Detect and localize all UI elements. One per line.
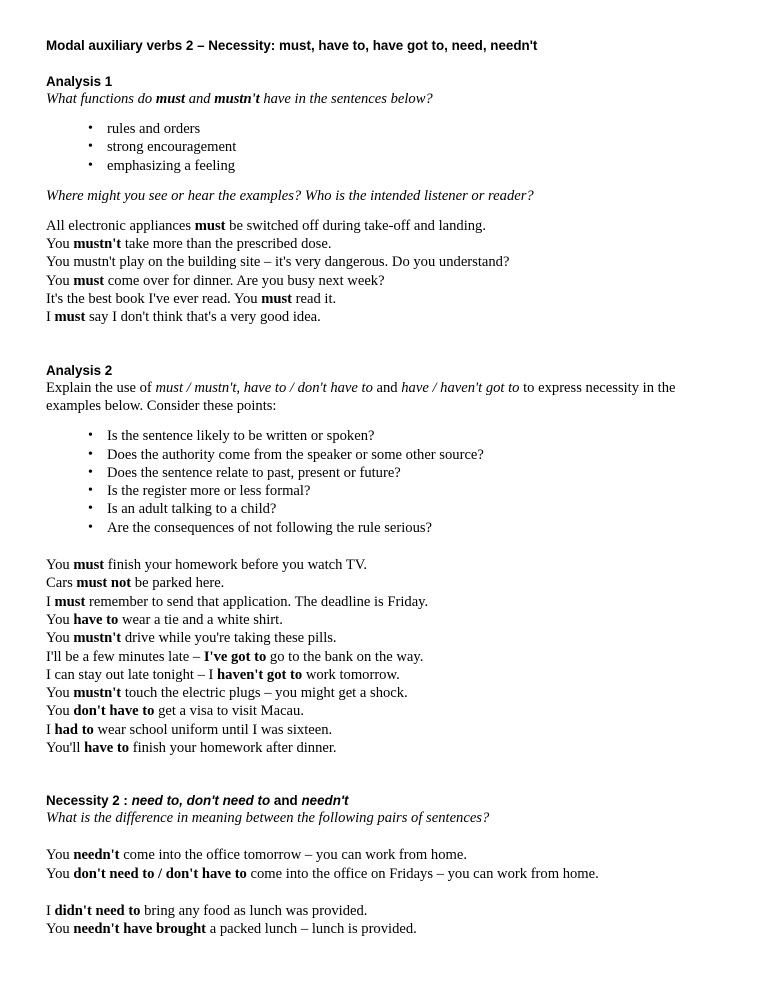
list-item: • emphasizing a feeling (46, 157, 722, 175)
list-item: • Is the sentence likely to be written or spoken? (46, 427, 722, 445)
example-sentence: You mustn't play on the building site – it's very dangerous. Do you understand? (46, 254, 510, 271)
example-sentence: You don't need to / don't have to come into the office on Fridays – you can work from home. (46, 865, 599, 882)
example-sentence: You mustn't take more than the prescribed dose. (46, 236, 332, 253)
necessity-2-pair-2 (46, 902, 722, 939)
example-sentence: I must say I don't think that's a very good idea. (46, 309, 321, 326)
page-title: Modal auxiliary verbs 2 – Necessity: must, have to, have got to, need, needn't (46, 38, 538, 53)
example-sentence: You don't have to get a visa to visit Macau. (46, 703, 304, 720)
example-sentence: You needn't come into the office tomorrow – you can work from home. (46, 847, 468, 864)
list-item: • Is an adult talking to a child? (46, 500, 722, 518)
list-item: • Is the register more or less formal? (46, 482, 722, 500)
necessity-2-pair-1 (46, 846, 722, 883)
list-item: • rules and orders (46, 120, 722, 138)
analysis-2-heading: Analysis 2 (46, 362, 113, 378)
example-sentence: You mustn't touch the electric plugs – you might get a shock. (46, 685, 408, 702)
analysis-1-question-2: Where might you see or hear the examples? Who is the intended listener or reader? (46, 187, 534, 204)
necessity-2-question: What is the difference in meaning between the following pairs of sentences? (46, 810, 490, 827)
analysis-1-function-list (46, 120, 722, 175)
example-sentence: You must come over for dinner. Are you busy next week? (46, 272, 385, 289)
example-sentence: You have to wear a tie and a white shirt. (46, 611, 283, 628)
list-item: • Does the authority come from the speaker or some other source? (46, 446, 722, 464)
example-sentence: I had to wear school uniform until I was sixteen. (46, 721, 333, 738)
example-sentence: You must finish your homework before you watch TV. (46, 557, 368, 574)
example-sentence: All electronic appliances must be switched off during take-off and landing. (46, 217, 486, 234)
example-sentence: It's the best book I've ever read. You must read it. (46, 291, 337, 308)
analysis-1-examples (46, 217, 722, 327)
list-item: • strong encouragement (46, 138, 722, 156)
example-sentence: Cars must not be parked here. (46, 575, 225, 592)
analysis-2-examples (46, 556, 722, 757)
example-sentence: You'll have to finish your homework after dinner. (46, 740, 337, 757)
example-sentence: I didn't need to bring any food as lunch was provided. (46, 902, 368, 919)
analysis-1-question: What functions do must and mustn't have in the sentences below? (46, 91, 433, 107)
example-sentence: I'll be a few minutes late – I've got to go to the bank on the way. (46, 648, 424, 665)
example-sentence: I must remember to send that application. The deadline is Friday. (46, 593, 429, 610)
example-sentence: You needn't have brought a packed lunch – lunch is provided. (46, 921, 417, 938)
example-sentence: I can stay out late tonight – I haven't got to work tomorrow. (46, 666, 400, 683)
analysis-2-intro: Explain the use of must / mustn't, have to / don't have to and have / haven't got to to express necessity in the examples below. Consider these points: (46, 379, 676, 414)
list-item: • Are the consequences of not following the rule serious? (46, 519, 722, 537)
list-item: • Does the sentence relate to past, present or future? (46, 464, 722, 482)
example-sentence: You mustn't drive while you're taking these pills. (46, 630, 337, 647)
analysis-1-heading: Analysis 1 (46, 74, 113, 89)
analysis-2-points-list (46, 427, 722, 537)
necessity-2-heading: Necessity 2 : need to, don't need to and needn't (46, 793, 349, 809)
